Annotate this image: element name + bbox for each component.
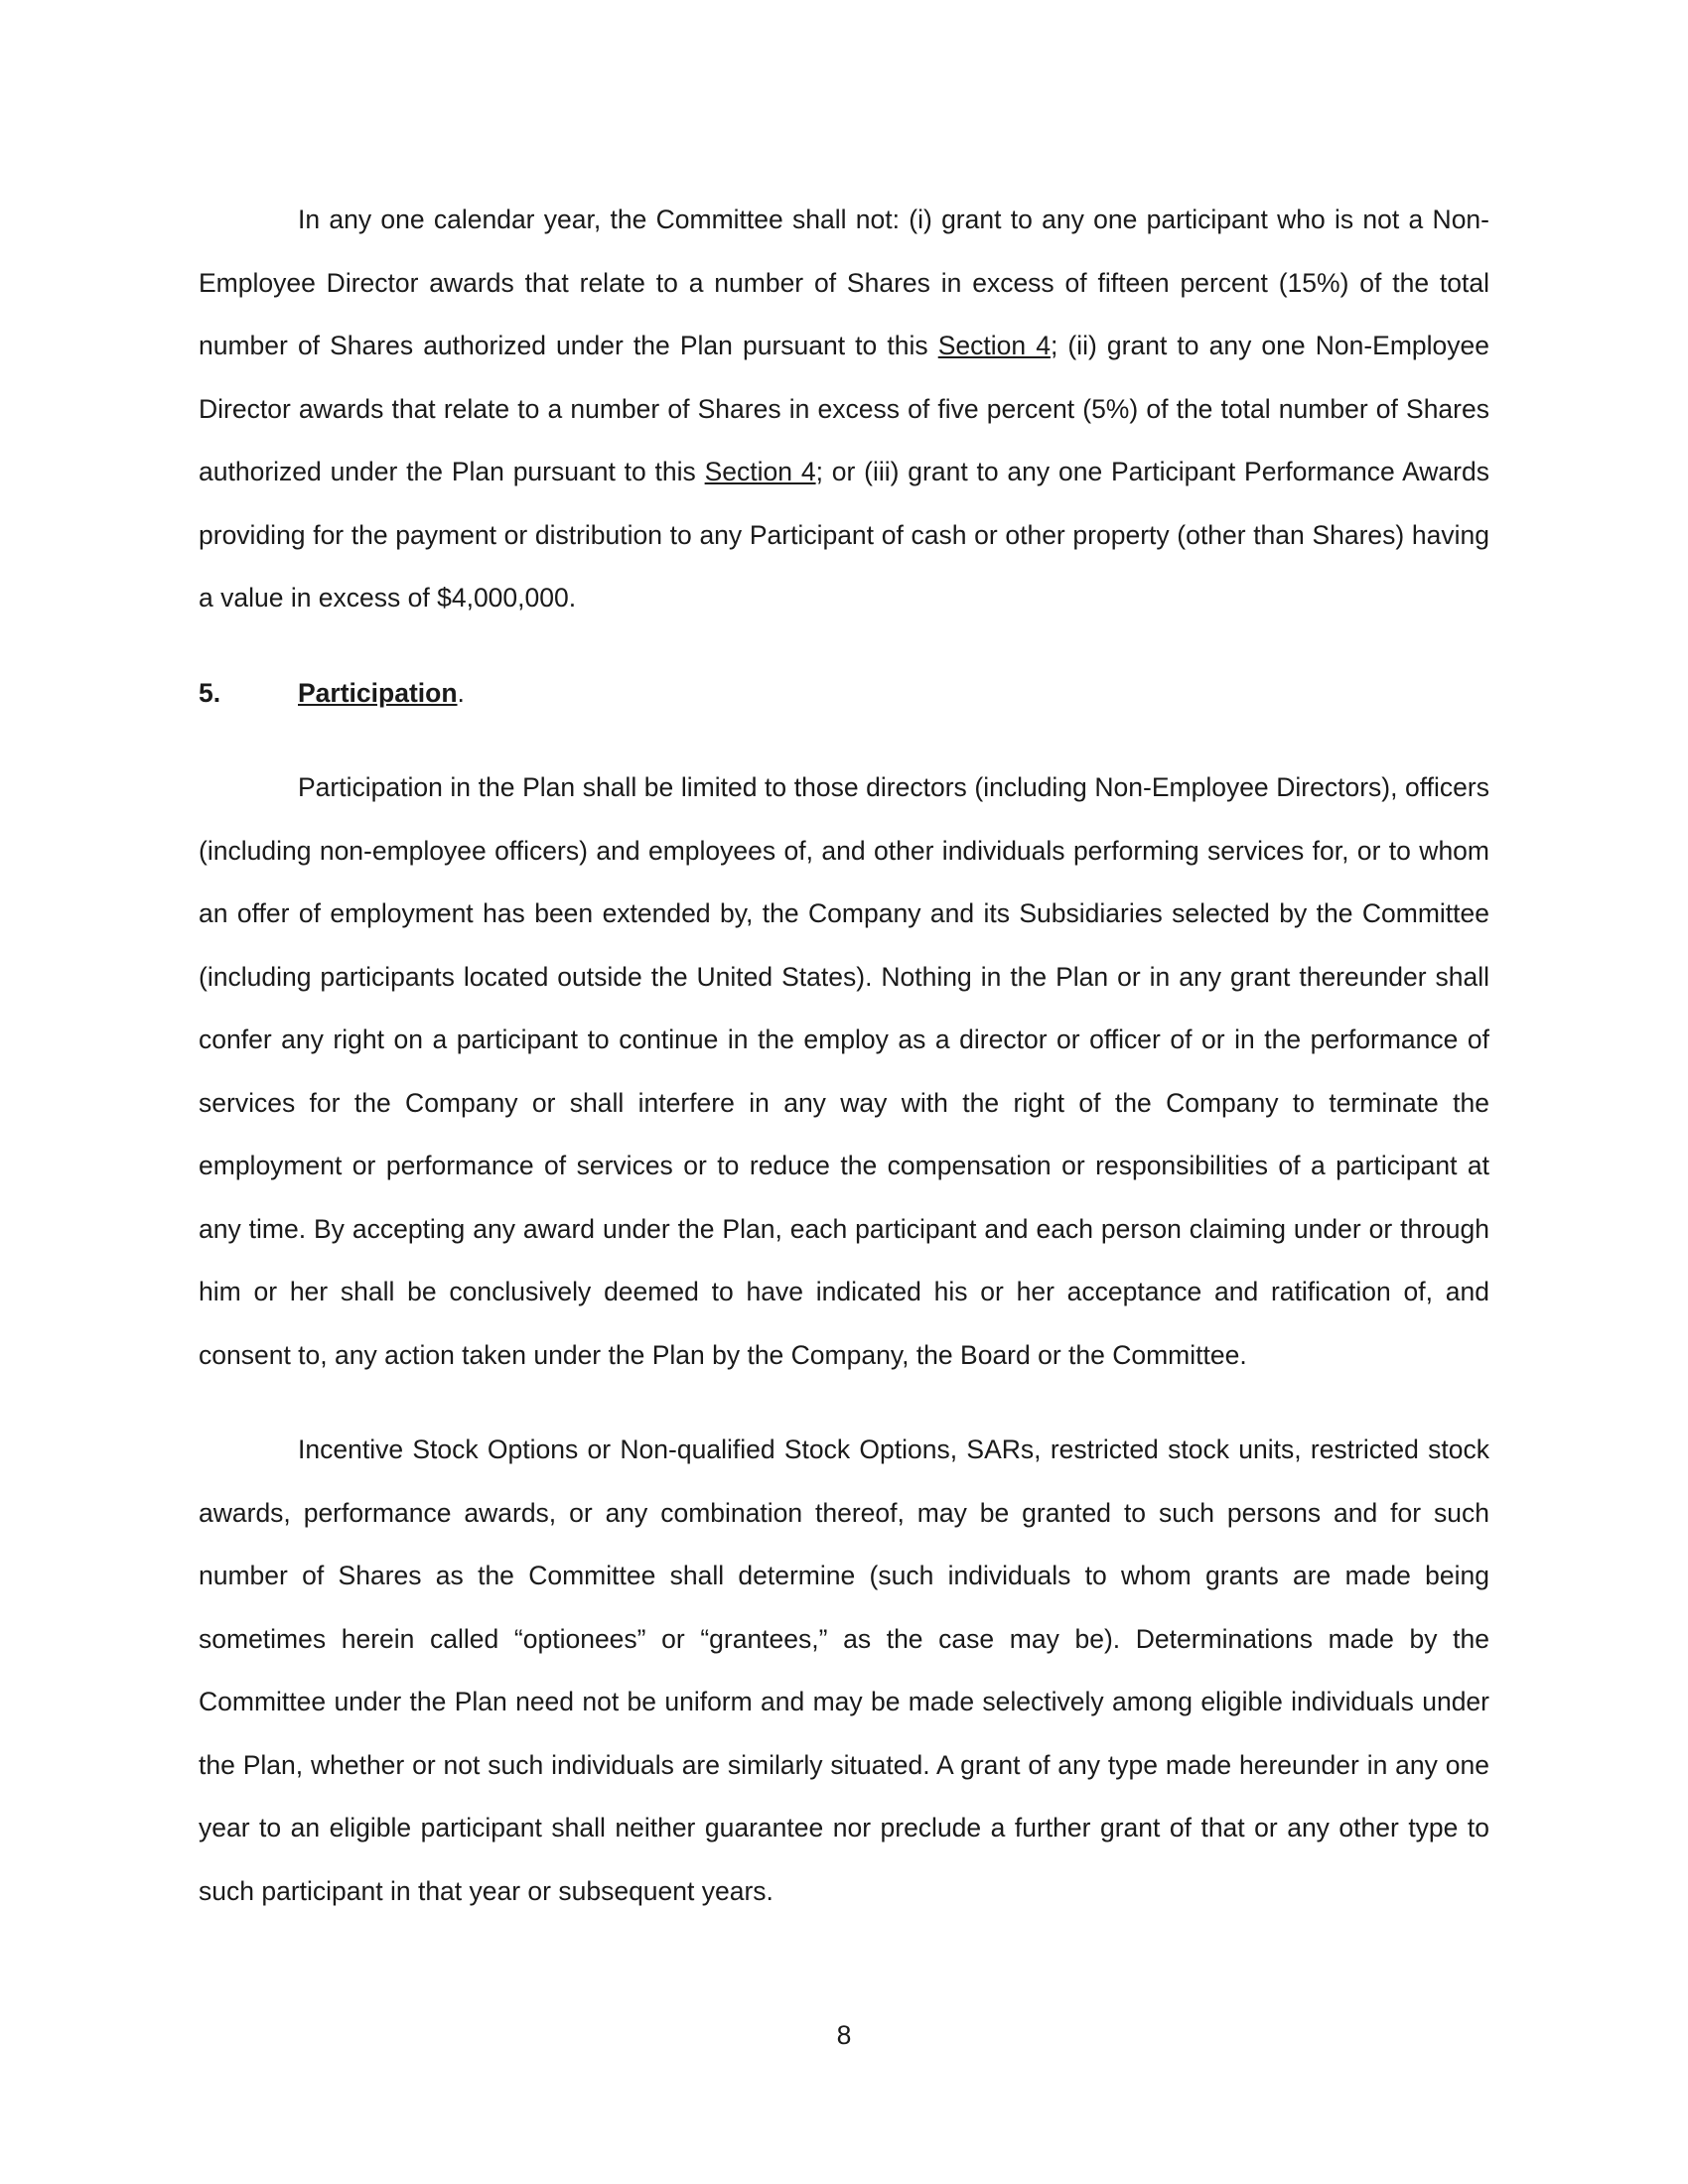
document-page (199, 189, 1489, 1923)
paragraph-participation: Participation in the Plan shall be limited to those directors (including Non-Employee Directors), officers (including non-employee officers) and employees of, and other individuals performing services for, or to whom an offer of employment has been extended by, the Company and its Subsidiaries selected by the Committee (including participants located outside the United States). Nothing in the Plan or in any grant thereunder shall confer any right on a participant to continue in the employ as a director or officer of or in the performance of services for the Company or shall interfere in any way with the right of the Company to terminate the employment or performance of services or to reduce the compensation or responsibilities of a participant at any time. By accepting any award under the Plan, each participant and each person claiming under or through him or her shall be conclusively deemed to have indicated his or her acceptance and ratification of, and consent to, any action taken under the Plan by the Company, the Board or the Committee. (199, 772, 1489, 1370)
section-number: 5. (199, 677, 221, 708)
section-title-period: . (457, 677, 465, 708)
paragraph-grants: Incentive Stock Options or Non-qualified Stock Options, SARs, restricted stock units, restricted stock awards, performance awards, or any combination thereof, may be granted to such persons and for such number of Shares as the Committee shall determine (such individuals to whom grants are made being sometimes herein called “optionees” or “grantees,” as the case may be). Determinations made by the Committee under the Plan need not be uniform and may be made selectively among eligible individuals under the Plan, whether or not such individuals are similarly situated. A grant of any type made hereunder in any one year to an eligible participant shall neither guarantee nor preclude a further grant of that or any other type to such participant in that year or subsequent years. (199, 1434, 1489, 1906)
section-heading (199, 662, 1489, 726)
paragraph-award-limits-text-a: In any one calendar year, the Committee shall not: (i) grant to any one participant who is not a Non-Employee Director awards that relate to a number of Shares in excess of fifteen percent (15%) of the total number of Shares authorized under the Plan pursuant to this (199, 205, 1489, 360)
paragraph-award-limits (199, 189, 1489, 630)
section-4-reference: Section 4 (704, 457, 816, 486)
page-number: 8 (836, 2020, 852, 2050)
section-4-reference: Section 4 (937, 331, 1051, 360)
paragraph-award-limits-text-c: ; or (iii) grant to any one Participant Performance Awards providing for the payment or distribution to any Participant of cash or other property (other than Shares) having a value in excess of $4,000,000. (199, 457, 1489, 613)
paragraph-award-limits-text-b: ; (ii) grant to any one Non-Employee Director awards that relate to a number of Shares in excess of five percent (5%) of the total number of Shares authorized under the Plan pursuant to this (199, 331, 1490, 486)
section-title: Participation (298, 677, 458, 708)
